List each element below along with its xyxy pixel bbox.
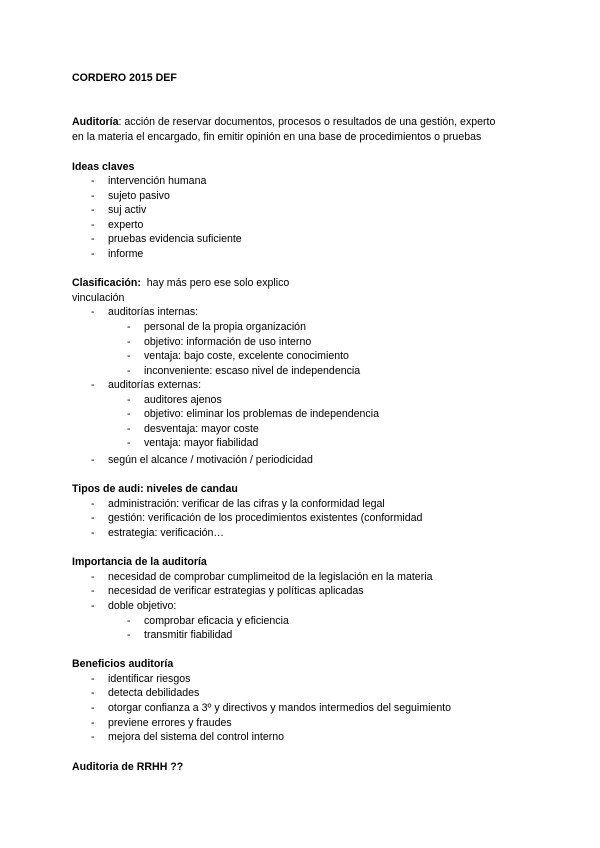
list-item: gestión: verificación de los procedimientos existentes (conformidad	[108, 512, 423, 524]
list-item: previene errores y fraudes	[108, 717, 232, 729]
section-heading-importancia: Importancia de la auditoría	[72, 556, 207, 568]
bullet-dash: -	[91, 571, 95, 583]
bullet-dash: -	[91, 673, 95, 685]
bullet-dash: -	[91, 717, 95, 729]
bullet-dash: -	[127, 408, 131, 420]
bullet-dash: -	[91, 175, 95, 187]
list-item: necesidad de verificar estrategias y políticas aplicadas	[108, 585, 364, 597]
bullet-dash: -	[91, 379, 95, 391]
list-item: suj activ	[108, 204, 147, 216]
sub-list-item: desventaja: mayor coste	[144, 423, 259, 435]
list-item: pruebas evidencia suficiente	[108, 233, 242, 245]
document-title: CORDERO 2015 DEF	[72, 72, 177, 84]
sub-list-item: personal de la propia organización	[144, 321, 306, 333]
bullet-dash: -	[91, 687, 95, 699]
list-item: administración: verificar de las cifras y la conformidad legal	[108, 498, 385, 510]
bullet-dash: -	[127, 365, 131, 377]
list-item: auditorías internas:	[108, 306, 199, 318]
bullet-dash: -	[91, 731, 95, 743]
list-item: intervención humana	[108, 175, 207, 187]
list-item: otorgar confianza a 3º y directivos y mandos intermedios del seguimiento	[108, 702, 452, 714]
bullet-dash: -	[91, 498, 95, 510]
bullet-dash: -	[91, 702, 95, 714]
sub-list-item: inconveniente: escaso nivel de independencia	[144, 365, 361, 377]
clasificacion-line	[72, 277, 289, 290]
bullet-dash: -	[127, 394, 131, 406]
section-heading-beneficios: Beneficios auditoría	[72, 658, 174, 670]
bullet-dash: -	[91, 512, 95, 524]
list-item: sujeto pasivo	[108, 190, 170, 202]
bullet-dash: -	[127, 437, 131, 449]
list-item: auditorías externas:	[108, 379, 202, 391]
section-heading-clasificacion: Clasificación:	[72, 277, 141, 289]
list-item: necesidad de comprobar cumplimeitod de la legislación en la materia	[108, 571, 433, 583]
clasificacion-note: hay más pero ese solo explico	[146, 277, 290, 289]
bullet-dash: -	[91, 454, 95, 466]
bullet-dash: -	[127, 615, 131, 627]
bullet-dash: -	[91, 306, 95, 318]
definition-text-1: : acción de reservar documentos, procesos o resultados de una gestión, experto	[118, 116, 496, 128]
sub-list-item: auditores ajenos	[144, 394, 222, 406]
list-item: identificar riesgos	[108, 673, 191, 685]
bullet-dash: -	[91, 204, 95, 216]
section-heading-tipos: Tipos de audi: niveles de candau	[72, 483, 238, 495]
bullet-dash: -	[91, 219, 95, 231]
list-item: estrategia: verificación…	[108, 527, 224, 539]
clasificacion-note-2: vinculación	[72, 292, 125, 304]
sub-list-item: comprobar eficacia y eficiencia	[144, 615, 289, 627]
list-item: doble objetivo:	[108, 600, 177, 612]
bullet-dash: -	[127, 321, 131, 333]
list-item: detecta debilidades	[108, 687, 200, 699]
bullet-dash: -	[127, 629, 131, 641]
list-item: mejora del sistema del control interno	[108, 731, 285, 743]
section-heading-ideas: Ideas claves	[72, 161, 135, 173]
section-heading-rrhh: Auditoria de RRHH ??	[72, 761, 184, 773]
bullet-dash: -	[127, 336, 131, 348]
bullet-dash: -	[127, 423, 131, 435]
bullet-dash: -	[91, 190, 95, 202]
bullet-dash: -	[91, 233, 95, 245]
bullet-dash: -	[91, 527, 95, 539]
sub-list-item: transmitir fiabilidad	[144, 629, 233, 641]
bullet-dash: -	[127, 350, 131, 362]
list-item: según el alcance / motivación / periodicidad	[108, 454, 313, 466]
definition-line-2: en la materia el encargado, fin emitir opinión en una base de procedimientos o pruebas	[72, 131, 482, 143]
sub-list-item: ventaja: bajo coste, excelente conocimiento	[144, 350, 349, 362]
bullet-dash: -	[91, 248, 95, 260]
sub-list-item: objetivo: información de uso interno	[144, 336, 312, 348]
list-item: experto	[108, 219, 144, 231]
sub-list-item: objetivo: eliminar los problemas de independencia	[144, 408, 379, 420]
list-item: informe	[108, 248, 144, 260]
definition-line-1	[72, 116, 495, 129]
sub-list-item: ventaja: mayor fiabilidad	[144, 437, 259, 449]
definition-term: Auditoría	[72, 116, 119, 128]
bullet-dash: -	[91, 585, 95, 597]
bullet-dash: -	[91, 600, 95, 612]
